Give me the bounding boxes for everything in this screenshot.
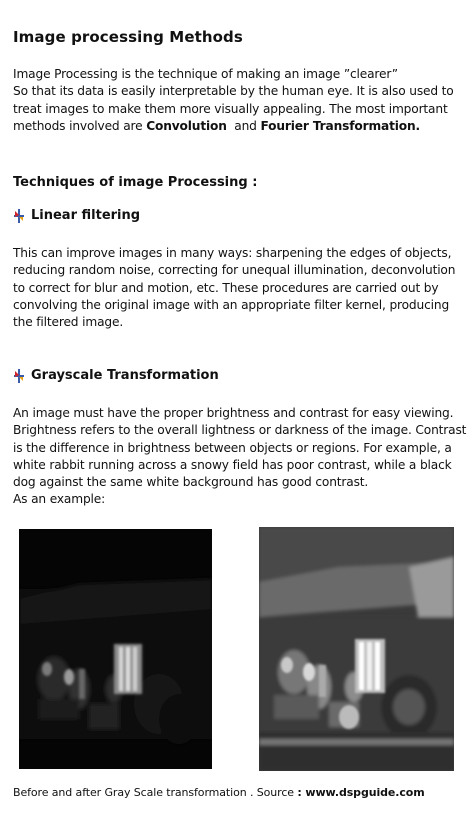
intro-paragraph [13,66,469,135]
image-caption [13,786,425,799]
intro-bold-fourier: Fourier Transformation. [260,118,421,133]
section-heading-label: Grayscale Transformation [31,368,219,383]
techniques-heading: Techniques of image Processing : [13,175,258,190]
grayscale-body [13,405,469,509]
grayscale-body-text: An image must have the proper brightness and contrast for easy viewing. Brightness refers to the overall lightness or darkness of the image. Contrast is the difference in brightness between objects or regions. For example, a white rabbit running across a snowy field has poor contrast, while a black dog against the same white background has good contrast. [13,406,467,490]
intro-bold-convolution: Convolution [146,118,227,133]
caption-source: : www.dspguide.com [297,786,425,799]
before-image [19,529,212,769]
intro-line-2: So that its data is easily interpretable by the human eye. It is also used to treat images to make them more visually appealing. The most important methods involved are [13,84,454,133]
caption-text: Before and after Gray Scale transformation . Source [13,786,298,799]
bullet-pin-icon [13,369,25,383]
bullet-pin-icon [13,209,25,223]
intro-and: and [234,118,257,133]
section-heading-linear-filtering [13,208,140,223]
intro-line-1: Image Processing is the technique of making an image ”clearer” [13,67,398,81]
section-heading-label: Linear filtering [31,208,141,223]
section-heading-grayscale [13,368,219,383]
page-title: Image processing Methods [13,28,243,46]
as-an-example-text: As an example: [13,492,106,507]
linear-filtering-body: This can improve images in many ways: sharpening the edges of objects, reducing random noise, correcting for unequal illumination, deconvolution to correct for blur and motion, etc. These procedures are carried out by convolving the original image with an appropriate filter kernel, producing the filtered image. [13,246,456,330]
after-image [259,527,454,771]
